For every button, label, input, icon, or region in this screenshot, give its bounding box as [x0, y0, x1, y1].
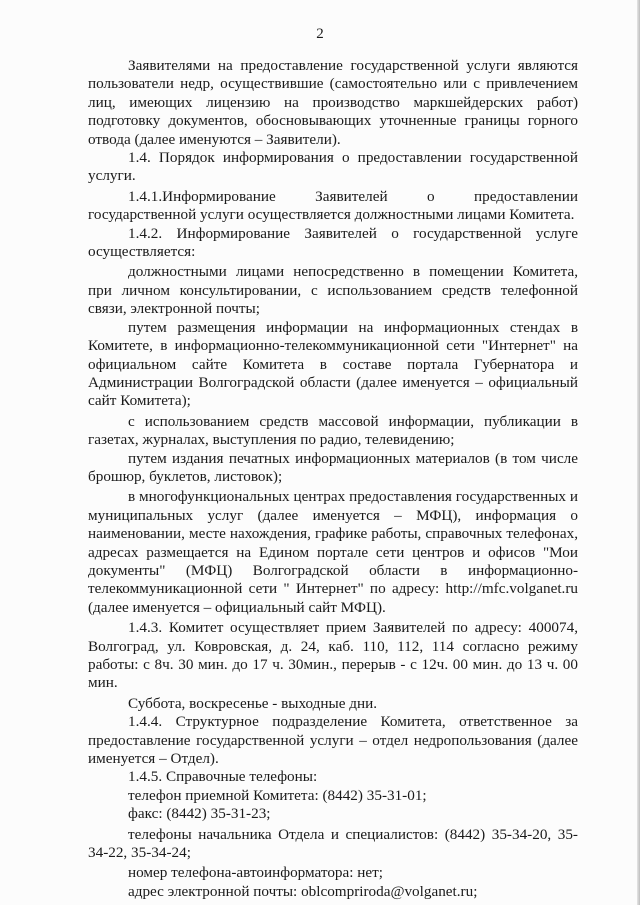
paragraph-department-phones: телефоны начальника Отдела и специалистов: (8442) 35-34-20, 35-34-22, 35-34-24; — [88, 825, 578, 862]
paragraph-weekend: Суббота, воскресенье - выходные дни. — [128, 694, 378, 712]
paragraph-fax: факс: (8442) 35-31-23; — [128, 805, 271, 823]
paragraph-media: с использованием средств массовой информации, публикации в газетах, журналах, выступления по радио, телевидению; — [88, 412, 578, 449]
paragraph-section-1-4-5: 1.4.5. Справочные телефоны: — [128, 768, 318, 786]
paragraph-officials: должностными лицами непосредственно в помещении Комитета, при личном консультировании, с использованием средств телефонной связи, электронной почты; — [88, 263, 578, 318]
paragraph-applicants: Заявителями на предоставление государственной услуги являются пользователи недр, осуществившие (самостоятельно или с привлечением лиц, имеющих лицензию на производство маркшейдерских работ) подготовку документов, обосновывающих уточненные границы горного отвода (далее именуются – Заявители). — [88, 57, 578, 148]
paragraph-stands: путем размещения информации на информационных стендах в Комитете, в информационно-телекоммуникационной сети "Интернет" на официальном сайте Комитета в составе портала Губернатора и Администрации Волгоградской области (далее именуется – официальный сайт Комитета); — [88, 318, 578, 410]
paragraph-section-1-4-1: 1.4.1.Информирование Заявителей о предоставлении государственной услуги осуществляется должностными лицами Комитета. — [88, 187, 578, 224]
paragraph-reception-phone: телефон приемной Комитета: (8442) 35-31-01; — [128, 786, 427, 804]
paragraph-section-1-4-4: 1.4.4. Структурное подразделение Комитета, ответственное за предоставление государственной услуги – отдел недропользования (далее именуется – Отдел). — [88, 713, 578, 768]
paragraph-section-1-4-3: 1.4.3. Комитет осуществляет прием Заявителей по адресу: 400074, Волгоград, ул. Ковровская, д. 24, каб. 110, 112, 114 согласно режиму работы: с 8ч. 30 мин. до 17 ч. 30мин., перерыв - с 12ч. 00 мин. до 13 ч. 00 мин. — [88, 619, 578, 692]
document-body — [88, 57, 578, 901]
page-number: 2 — [316, 26, 324, 42]
paragraph-email: адрес электронной почты: oblcompriroda@volganet.ru; — [128, 882, 478, 900]
paragraph-mfc: в многофункциональных центрах предоставления государственных и муниципальных услуг (далее именуется – МФЦ), информация о наименовании, месте нахождения, графике работы, справочных телефонах, адресах размещается на Едином портале сети центров и офисов "Мои документы" (МФЦ) Волгоградской области в информационно-телекоммуникационной сети " Интернет" по адресу: http://mfc.volganet.ru (далее именуется – официальный сайт МФЦ). — [88, 488, 578, 616]
paragraph-printed: путем издания печатных информационных материалов (в том числе брошюр, буклетов, листовок); — [88, 449, 578, 485]
paragraph-autoinformer: номер телефона-автоинформатора: нет; — [128, 864, 383, 882]
paragraph-section-1-4-2: 1.4.2. Информирование Заявителей о государственной услуге осуществляется: — [88, 224, 578, 261]
paragraph-section-1-4: 1.4. Порядок информирования о предоставлении государственной услуги. — [88, 149, 578, 185]
